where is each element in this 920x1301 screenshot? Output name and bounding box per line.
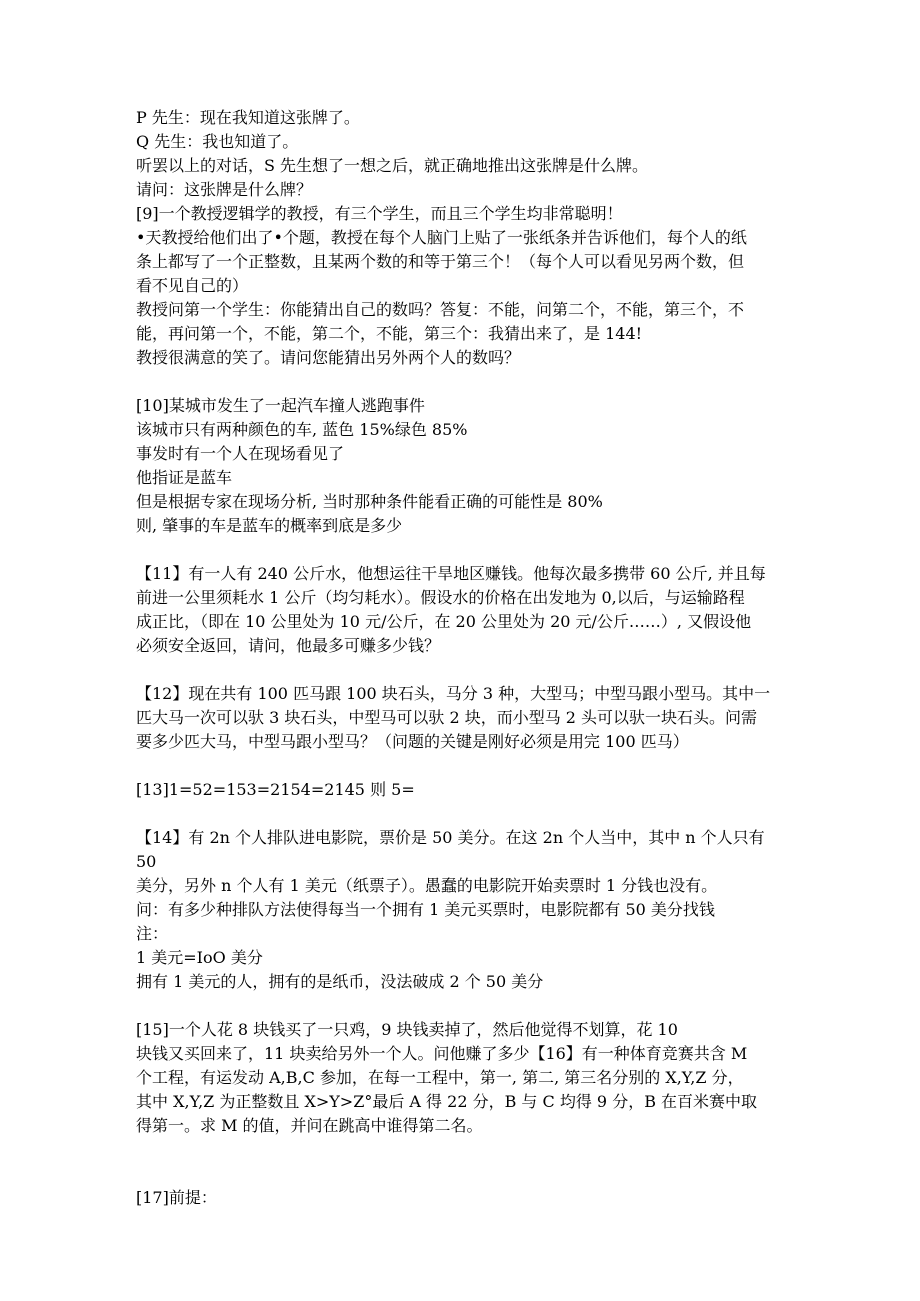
text-line: 要多少匹大马，中型马跟小型马？（问题的关键是刚好必须是用完 100 匹马） [136, 732, 689, 751]
text-line: •天教授给他们出了•个题，教授在每个人脑门上贴了一张纸条并告诉他们，每个人的纸 [136, 228, 747, 247]
text-line: 1 美元=IoO 美分 [136, 948, 263, 967]
text-line: 该城市只有两种颜色的车, 蓝色 15%绿色 85% [136, 420, 468, 439]
text-line: 请问：这张牌是什么牌？ [136, 180, 313, 199]
text-line: 个工程，有运发动 A,B,C 参加，在每一工程中，第一, 第二, 第三名分别的 X,Y,Z 分， [136, 1068, 744, 1087]
paragraph-gap [136, 994, 786, 1018]
text-line: 则, 肇事的车是蓝车的概率到底是多少 [136, 516, 403, 535]
puzzle-14-heading: 【14】有 2n 个人排队进电影院，票价是 50 美分。在这 2n 个人当中，其中 n 个人只有 50 [136, 828, 770, 871]
text-line: Q 先生：我也知道了。 [136, 132, 299, 151]
paragraph-gap [136, 658, 786, 682]
text-line: 事发时有一个人在现场看见了 [136, 444, 345, 463]
text-line: 但是根据专家在现场分析, 当时那种条件能看正确的可能性是 80% [136, 492, 603, 511]
text-line: 成正比，（即在 10 公里处为 10 元/公斤，在 20 公里处为 20 元/公斤……）, 又假设他 [136, 612, 752, 631]
text-line: 看不见自己的） [136, 276, 249, 295]
puzzle-10-heading: [10]某城市发生了一起汽车撞人逃跑事件 [136, 396, 425, 415]
text-line: 得第一。求 M 的值，并问在跳高中谁得第二名。 [136, 1116, 483, 1135]
puzzle-17-heading: [17]前提： [136, 1188, 217, 1207]
paragraph-gap [136, 538, 786, 562]
text-line: 其中 X,Y,Z 为正整数且 X>Y>Z°最后 A 得 22 分，B 与 C 均得 9 分，B 在百米赛中取 [136, 1092, 758, 1111]
text-line: 教授很满意的笑了。请问您能猜出另外两个人的数吗？ [136, 348, 521, 367]
paragraph-gap [136, 802, 786, 826]
text-line: 条上都写了一个正整数，且某两个数的和等于第三个！（每个人可以看见另两个数，但 [136, 252, 745, 271]
text-line: 美分，另外 n 个人有 1 美元（纸票子）。愚蠢的电影院开始卖票时 1 分钱也没有。 [136, 876, 718, 895]
text-line: 能，再问第一个，不能，第二个，不能，第三个：我猜出来了，是 144! [136, 324, 643, 343]
text-line: 必须安全返回，请问，他最多可赚多少钱？ [136, 636, 441, 655]
puzzle-13-heading: [13]1=52=153=2154=2145 则 5= [136, 780, 415, 799]
document-body [136, 106, 786, 1210]
text-line: 问：有多少种排队方法使得每当一个拥有 1 美元买票时，电影院都有 50 美分找钱 [136, 900, 715, 919]
puzzle-11-heading: 【11】有一人有 240 公斤水，他想运往干旱地区赚钱。他每次最多携带 60 公斤, 并且每 [136, 564, 766, 583]
text-line: 注： [136, 924, 169, 943]
puzzle-9-heading: [9]一个教授逻辑学的教授，有三个学生，而且三个学生均非常聪明！ [136, 204, 623, 223]
puzzle-12-heading: 【12】现在共有 100 匹马跟 100 块石头，马分 3 种，大型马；中型马跟小型马。其中一 [136, 684, 771, 703]
text-line: 教授问第一个学生：你能猜出自己的数吗？答复：不能，问第二个，不能，第三个，不 [136, 300, 745, 319]
puzzle-15-heading: [15]一个人花 8 块钱买了一只鸡，9 块钱卖掉了，然后他觉得不划算，花 10 [136, 1020, 678, 1039]
paragraph-gap [136, 1138, 786, 1186]
text-line: 听罢以上的对话，S 先生想了一想之后，就正确地推出这张牌是什么牌。 [136, 156, 649, 175]
text-line: P 先生：现在我知道这张牌了。 [136, 108, 360, 127]
text-line: 前进一公里须耗水 1 公斤（均匀耗水）。假设水的价格在出发地为 0,以后，与运输路程 [136, 588, 745, 607]
paragraph-gap [136, 754, 786, 778]
text-line: 匹大马一次可以驮 3 块石头，中型马可以驮 2 块，而小型马 2 头可以驮一块石头。问需 [136, 708, 758, 727]
text-line: 块钱又买回来了，11 块卖给另外一个人。问他赚了多少【16】有一种体育竞赛共含 M [136, 1044, 748, 1063]
text-line: 拥有 1 美元的人，拥有的是纸币，没法破成 2 个 50 美分 [136, 972, 544, 991]
paragraph-gap [136, 370, 786, 394]
text-line: 他指证是蓝车 [136, 468, 233, 487]
